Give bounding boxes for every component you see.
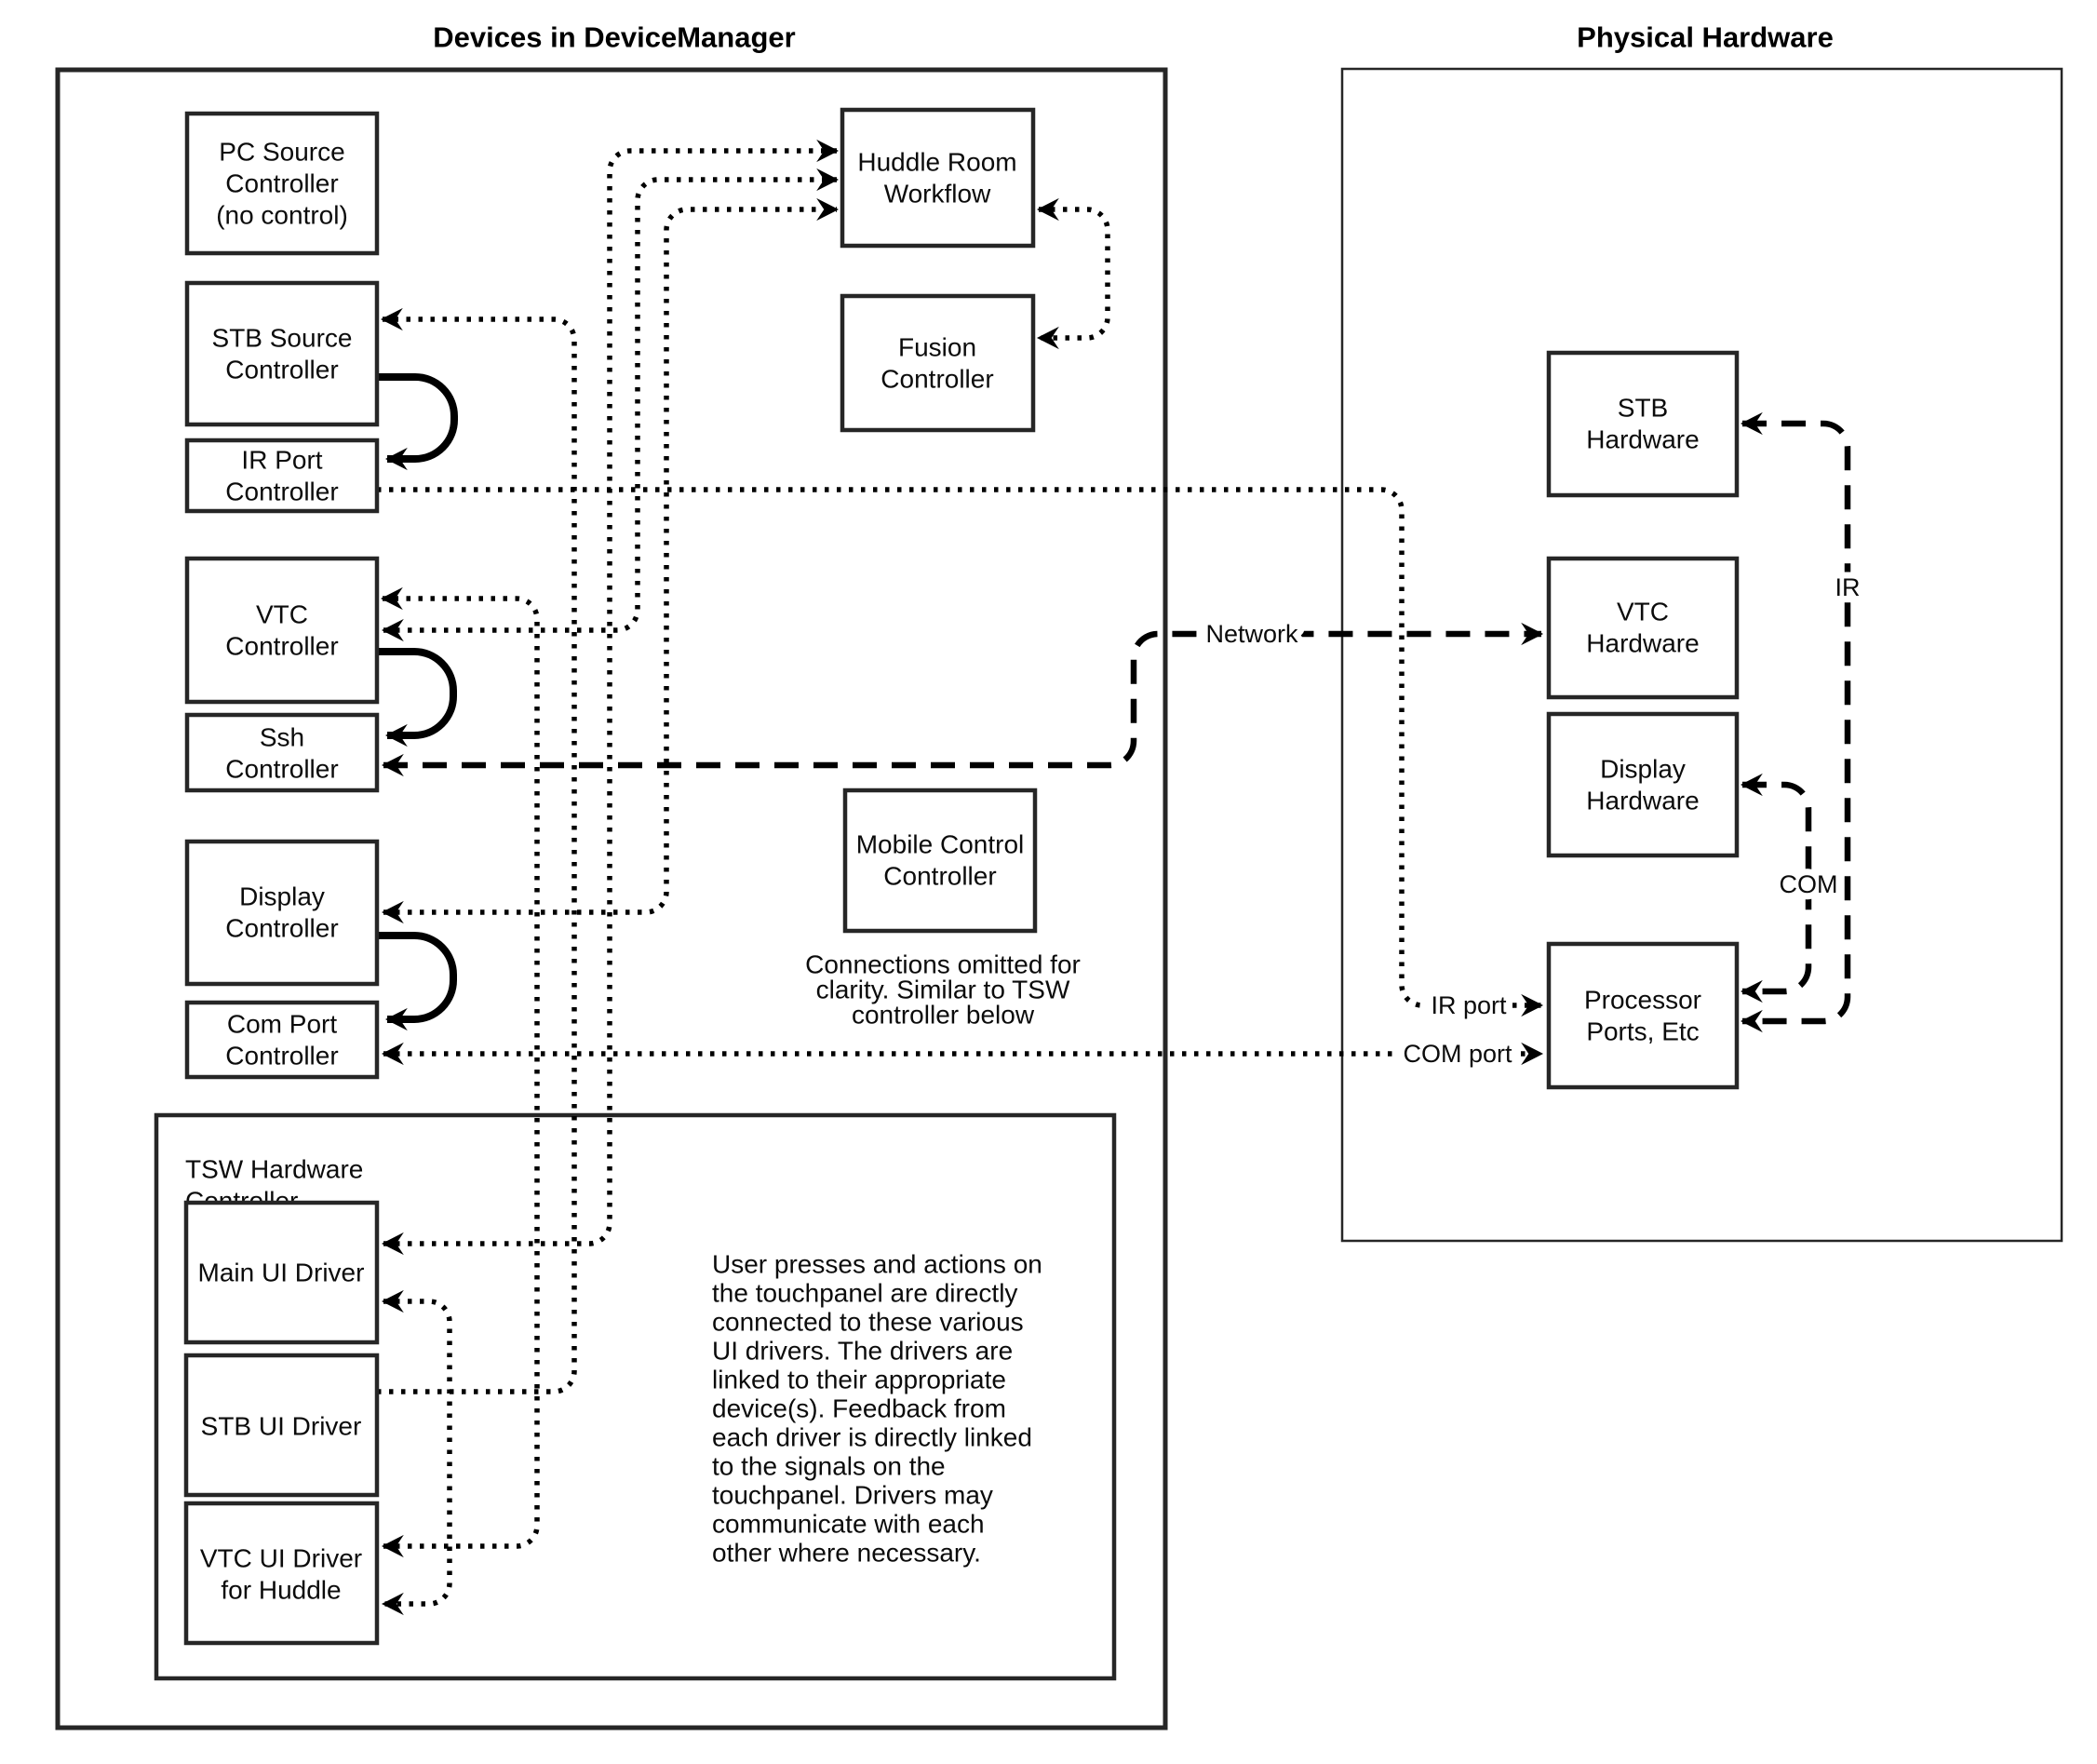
node-com-port-controller — [187, 1003, 377, 1077]
edge-label-com-port: COM port — [1403, 1040, 1512, 1068]
node-label: Ports, Etc — [1586, 1017, 1700, 1046]
node-label: Controller — [225, 631, 339, 661]
node-label: Huddle Room — [857, 147, 1017, 177]
paragraph-line: each driver is directly linked — [712, 1422, 1032, 1452]
paragraph-line: communicate with each — [712, 1509, 985, 1539]
node-fusion-controller — [842, 296, 1033, 430]
node-stb-hardware — [1549, 353, 1737, 495]
edge-stbsource-to-irport — [377, 377, 454, 459]
node-stb-source-controller — [187, 283, 377, 424]
paragraph-line: connected to these various — [712, 1307, 1024, 1337]
note-line3: controller below — [851, 1000, 1035, 1030]
node-huddle-room-workflow — [842, 110, 1033, 246]
paragraph-line: the touchpanel are directly — [712, 1278, 1018, 1308]
node-vtc-ui-driver-for-huddle — [186, 1503, 377, 1643]
edge-label-ir: IR — [1835, 573, 1861, 601]
node-processor-ports — [1549, 944, 1737, 1087]
node-label: Controller — [880, 364, 994, 394]
node-mobile-control-controller — [845, 790, 1035, 931]
node-label: Controller — [225, 1041, 339, 1071]
node-label: Display — [239, 882, 325, 911]
title-devices-in-devicemanager: Devices in DeviceManager — [433, 20, 796, 54]
edge-vtcui-vtccontroller — [383, 599, 537, 1546]
node-label: (no control) — [216, 200, 348, 230]
edge-stbui-to-stbsource — [377, 319, 574, 1392]
node-label: Processor — [1583, 985, 1702, 1015]
node-label: PC Source — [219, 137, 345, 167]
node-label: Hardware — [1586, 786, 1700, 815]
paragraph-line: other where necessary. — [712, 1538, 981, 1568]
node-label: Hardware — [1586, 628, 1700, 658]
edge-label-ir-port: IR port — [1431, 991, 1507, 1019]
edge-label-com: COM — [1779, 870, 1838, 898]
node-pc-source-controller — [187, 114, 377, 253]
node-ssh-controller — [187, 715, 377, 790]
node-label: Ssh — [259, 722, 305, 752]
paragraph-ui-drivers-explanation — [712, 1250, 1042, 1568]
title-physical-hardware: Physical Hardware — [1577, 20, 1834, 54]
note-line1: Connections omitted for — [805, 949, 1081, 979]
node-label: Controller — [225, 355, 339, 384]
node-label: Main UI Driver — [197, 1258, 365, 1287]
node-label: Fusion — [897, 332, 977, 362]
node-main-ui-driver — [186, 1203, 377, 1342]
node-label: Controller — [225, 168, 339, 198]
edge-displaycontroller-to-comport — [377, 936, 453, 1019]
node-label: IR Port — [241, 445, 323, 475]
paragraph-line: touchpanel. Drivers may — [712, 1480, 993, 1510]
node-label: Controller — [225, 913, 339, 943]
node-label: Controller — [225, 477, 339, 506]
node-vtc-controller — [187, 559, 377, 702]
node-label: VTC — [1617, 597, 1669, 626]
node-label: Hardware — [1586, 424, 1700, 454]
node-label: Controller — [883, 861, 997, 891]
node-label: STB — [1617, 393, 1669, 423]
node-display-hardware — [1549, 714, 1737, 855]
edge-vtccontroller-to-sshcontroller — [377, 652, 453, 735]
edge-sshcontroller-network-vtchardware — [383, 634, 1541, 765]
edge-huddleworkflow-fusion — [1039, 209, 1108, 338]
node-label: for Huddle — [221, 1575, 342, 1605]
node-stb-ui-driver — [186, 1355, 377, 1495]
paragraph-line: device(s). Feedback from — [712, 1394, 1006, 1423]
node-label: STB Source — [211, 323, 353, 353]
node-display-controller — [187, 842, 377, 984]
paragraph-line: UI drivers. The drivers are — [712, 1336, 1014, 1366]
node-label: STB UI Driver — [200, 1411, 362, 1441]
note-connections-omitted — [805, 950, 1081, 1030]
paragraph-line: to the signals on the — [712, 1451, 946, 1481]
tsw-container-label-line1: TSW Hardware — [185, 1154, 364, 1184]
node-vtc-hardware — [1549, 559, 1737, 697]
node-label: VTC — [256, 599, 308, 629]
node-ir-port-controller — [187, 440, 377, 511]
edge-label-network: Network — [1205, 620, 1298, 648]
node-label: Mobile Control — [855, 829, 1025, 859]
edge-stbhardware-ir-processor — [1742, 424, 1848, 1021]
note-line2: clarity. Similar to TSW — [815, 975, 1070, 1004]
paragraph-line: User presses and actions on — [712, 1249, 1042, 1279]
paragraph-line: linked to their appropriate — [712, 1365, 1006, 1394]
node-label: Workflow — [883, 179, 991, 209]
node-label: Controller — [225, 754, 339, 784]
edge-mainui-vtcui — [383, 1301, 450, 1604]
node-label: Com Port — [226, 1009, 338, 1039]
node-label: Display — [1600, 754, 1686, 784]
node-label: VTC UI Driver — [199, 1543, 363, 1573]
